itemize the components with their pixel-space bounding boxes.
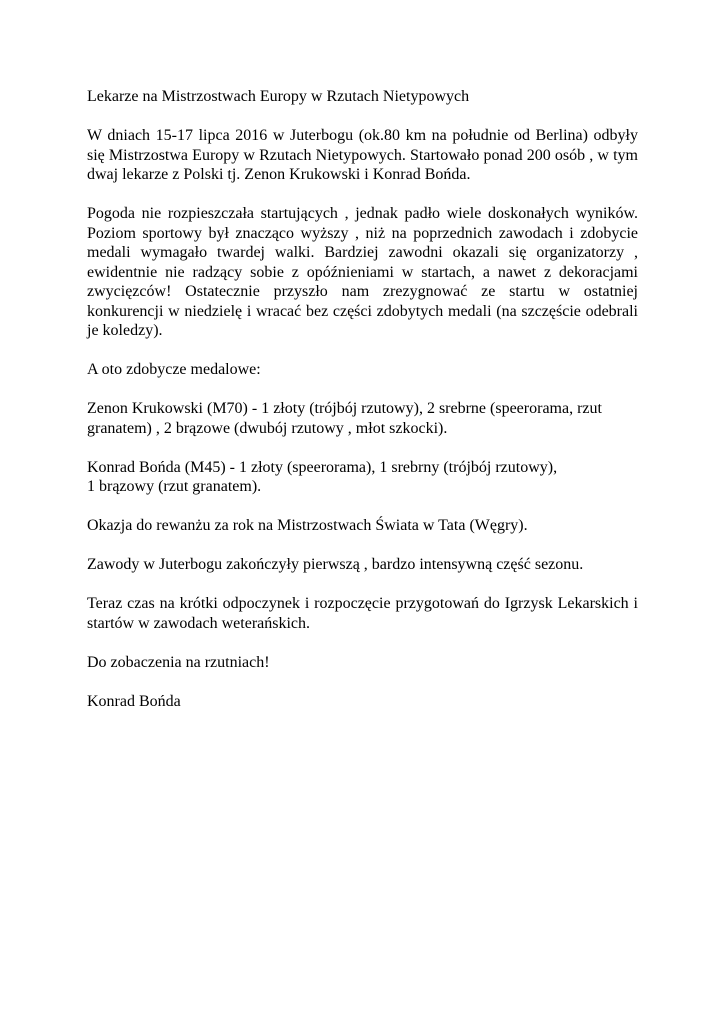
medals-bonda-line: Konrad Bońda (M45) - 1 złoty (speerorama), 1 srebrny (trójbój rzutowy),	[87, 458, 558, 476]
medals-bonda	[87, 458, 638, 497]
document-body	[87, 87, 638, 731]
document-title: Lekarze na Mistrzostwach Europy w Rzutach Nietypowych	[87, 88, 470, 105]
farewell: Do zobaczenia na rzutniach!	[87, 653, 270, 671]
paragraph-weather-organization: Pogoda nie rozpieszczała startujących , jednak padło wiele doskonałych wyników. Poziom sportowy był znacząco wyższy , niż na poprzednich zawodach i zdobycie medali wymagało twardej walki. Bardziej zawodni okazali się organizatorzy , ewidentnie nie radzący sobie z opóźnieniami w startach, a nawet z dekoracjami zwycięzców! Ostatecznie przyszło nam zrezygnować ze startu w ostatniej konkurencji w niedzielę i wracać bez części zdobytych medali (na szczęście odebrali je koledzy).	[87, 205, 638, 339]
rematch-note: Okazja do rewanżu za rok na Mistrzostwach Świata w Tata (Węgry).	[87, 517, 528, 534]
medals-intro: A oto zdobycze medalowe:	[87, 361, 261, 378]
medals-bonda-line: 1 brązowy (rzut granatem).	[87, 478, 262, 495]
next-plans-note: Teraz czas na krótki odpoczynek i rozpoczęcie przygotowań do Igrzysk Lekarskich i startów w zawodach weterańskich.	[87, 595, 638, 632]
signature: Konrad Bońda	[87, 692, 181, 710]
medals-krukowski: Zenon Krukowski (M70) - 1 złoty (trójbój rzutowy), 2 srebrne (speerorama, rzut granatem) , 2 brązowe (dwubój rzutowy , młot szkocki).	[87, 400, 602, 437]
season-note: Zawody w Juterbogu zakończyły pierwszą , bardzo intensywną część sezonu.	[87, 556, 584, 573]
paragraph-championship-info: W dniach 15-17 lipca 2016 w Juterbogu (ok.80 km na południe od Berlina) odbyły się Mistrzostwa Europy w Rzutach Nietypowych. Startowało ponad 200 osób , w tym dwaj lekarze z Polski tj. Zenon Krukowski i Konrad Bońda.	[87, 127, 638, 183]
